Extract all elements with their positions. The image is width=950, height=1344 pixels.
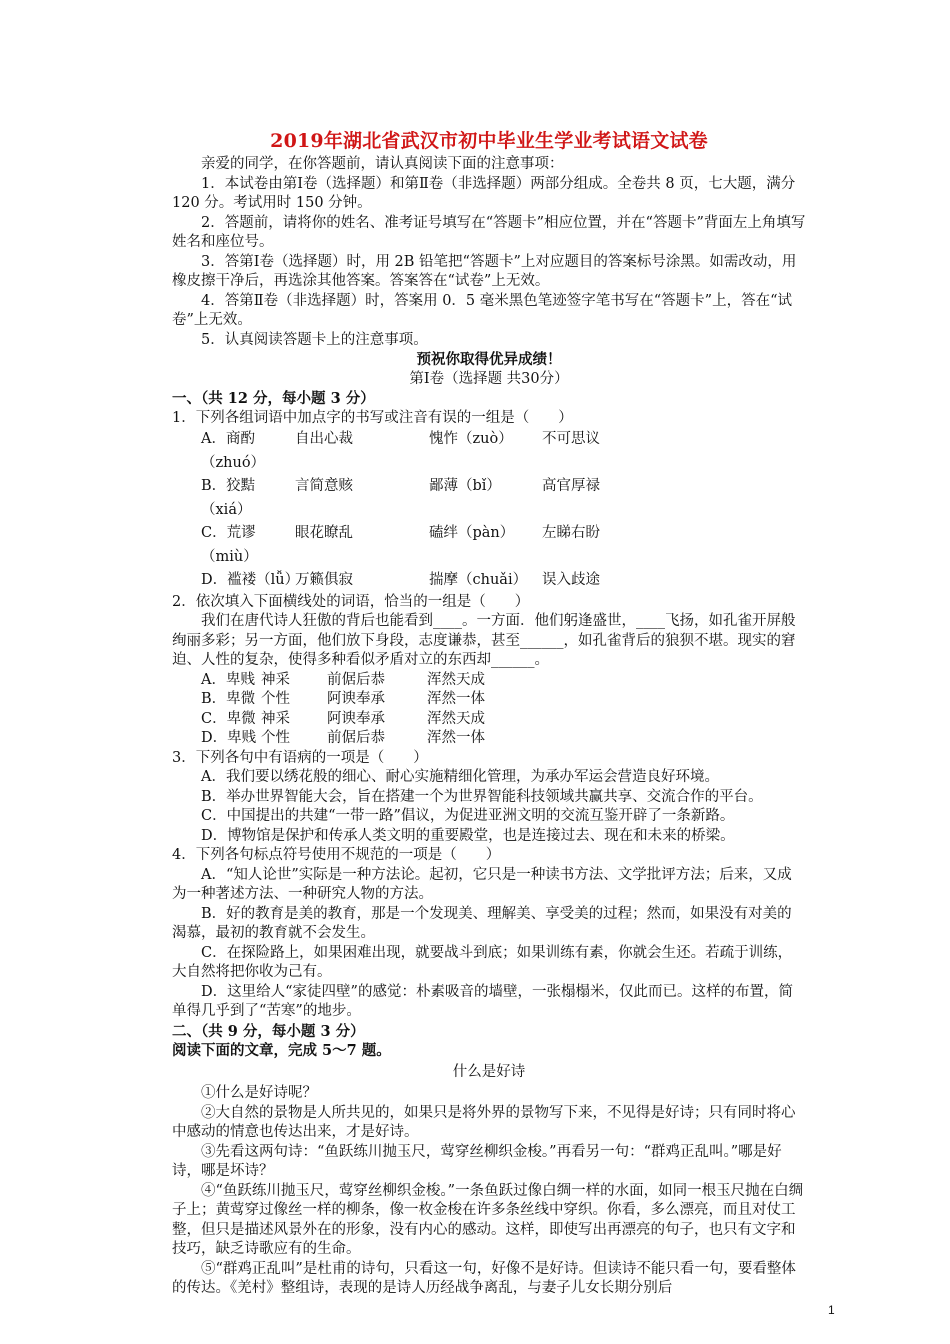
- q2-d3: 前倨后恭: [327, 730, 385, 746]
- notice-item-3: 3．答第Ⅰ卷（选择题）时，用 2B 铅笔把“答题卡”上对应题目的答案标号涂黑。如需改动，用橡皮擦干净后，再选涂其他答案。答案答在“试卷”上无效。: [172, 253, 797, 289]
- q2-c3: 阿谀奉承: [327, 710, 385, 727]
- q1-c2: 眼花瞭乱: [295, 525, 353, 541]
- q2-a2: 神采: [261, 671, 290, 688]
- volume-1-heading: 第Ⅰ卷（选择题 共30分）: [409, 370, 569, 387]
- notice-item-2: 2．答题前，请将你的姓名、准考证号填写在“答题卡”相应位置，并在“答题卡”背面左上角填写姓名和座位号。: [172, 214, 806, 250]
- q2-d2: 个性: [261, 730, 290, 746]
- reading-instruction: 阅读下面的文章，完成 5～7 题。: [172, 1042, 391, 1059]
- q1-b1: B．狡黠（xiá）: [201, 478, 256, 518]
- q2-passage-d: ，如孔雀背后的狼狈不堪。现实的窘迫、人性的复杂，使得多种看似矛盾对立的东西却: [172, 632, 796, 668]
- q2-b2: 个性: [261, 691, 290, 707]
- q1-d1: D．褴褛（lǚ）: [201, 572, 300, 588]
- q2-c1: C．卑微: [201, 710, 256, 727]
- q2-blank-2: ____: [636, 613, 665, 629]
- q3-option-a: A．我们要以绣花般的细心、耐心实施精细化管理，为承办军运会营造良好环境。: [201, 769, 719, 785]
- notice-item-1: 1．本试卷由第Ⅰ卷（选择题）和第Ⅱ卷（非选择题）两部分组成。全卷共 8 页，七大题，满分 120 分。考试用时 150 分钟。: [172, 175, 796, 211]
- q1-c1: C．荒谬（miù）: [201, 525, 258, 565]
- blessing: 预祝你取得优异成绩！: [416, 351, 562, 368]
- q2-d1: D．卑贱: [201, 730, 257, 746]
- q3-option-d: D．博物馆是保护和传承人类文明的重要殿堂，也是连接过去、现在和未来的桥梁。: [201, 827, 735, 844]
- article-paragraph-3: ③先看这两句诗：“鱼跃练川抛玉尺，莺穿丝柳织金梭。”再看另一句：“群鸡正乱叫。”哪是好诗，哪是坏诗？: [172, 1143, 782, 1179]
- article-paragraph-2: ②大自然的景物是人所共见的，如果只是将外界的景物写下来，不见得是好诗；只有同时将心中感动的情意也传达出来，才是好诗。: [172, 1104, 796, 1140]
- q4-option-c: C．在探险路上，如果困难出现，就要战斗到底；如果训练有素，你就会生还。若疏于训练，大自然将把你收为己有。: [172, 944, 793, 980]
- q2-blank-4: ______: [491, 652, 535, 668]
- q4-option-d: D．这里给人“家徒四壁”的感觉：朴素吸音的墙壁，一张榻榻米，仅此而已。这样的布置，简单得几乎到了“苦寒”的地步。: [172, 983, 793, 1019]
- q1-c3: 磕绊（pàn）: [429, 525, 515, 541]
- q1-d3: 揣摩（chuǎi）: [429, 572, 528, 588]
- article-paragraph-1: ①什么是好诗呢？: [201, 1085, 317, 1101]
- section-1-heading: 一、（共 12 分，每小题 3 分）: [172, 390, 375, 407]
- q2-options: [172, 671, 806, 749]
- article-title: 什么是好诗: [452, 1063, 526, 1080]
- q1-d2: 万籁俱寂: [295, 572, 353, 588]
- q1-stem: 1．下列各组词语中加点字的书写或注音有误的一组是（ ）: [172, 409, 573, 426]
- q2-blank-1: ____: [433, 613, 462, 629]
- q3-stem: 3．下列各句中有语病的一项是（ ）: [172, 749, 428, 766]
- page-number: 1: [828, 1303, 835, 1317]
- q1-options: [172, 428, 806, 593]
- exam-page: [172, 128, 806, 1299]
- q1-a2: 自出心裁: [295, 431, 353, 447]
- q1-a3: 愧怍（zuò）: [429, 431, 513, 447]
- section-2-heading: 二、（共 9 分，每小题 3 分）: [172, 1022, 365, 1040]
- q2-a4: 浑然天成: [427, 671, 485, 688]
- q4-stem: 4．下列各句标点符号使用不规范的一项是（ ）: [172, 847, 501, 863]
- q1-d4: 误入歧途: [542, 572, 600, 588]
- q1-a4: 不可思议: [542, 431, 600, 447]
- q2-d4: 浑然一体: [427, 730, 485, 746]
- q1-b3: 鄙薄（bǐ）: [429, 478, 501, 494]
- q2-b1: B．卑微: [201, 691, 256, 707]
- q4-option-a: A．“知人论世”实际是一种方法论。起初，它只是一种读书方法、文学批评方法；后来，又成为一种著述方法、一种研究人物的方法。: [172, 866, 792, 902]
- q2-passage-c: 飞扬，如孔雀开屏般绚丽多彩；另一方面，他们放下身段，志度谦恭，甚至: [172, 613, 796, 649]
- q2-c4: 浑然天成: [427, 710, 485, 727]
- article-paragraph-5: ⑤“群鸡正乱叫”是杜甫的诗句，只看这一句，好像不是好诗。但读诗不能只看一句，要看整体的传达。《羌村》整组诗，表现的是诗人历经战争离乱，与妻子儿女长期分别后: [172, 1260, 796, 1296]
- q3-option-c: C．中国提出的共建“一带一路”倡议，为促进亚洲文明的交流互鉴开辟了一条新路。: [201, 808, 735, 824]
- q2-a3: 前倨后恭: [327, 671, 385, 688]
- q2-passage-a: 我们在唐代诗人狂傲的背后也能看到: [201, 613, 433, 629]
- q2-passage: [172, 612, 806, 671]
- q2-passage-e: 。: [534, 652, 549, 668]
- q2-c2: 神采: [261, 710, 290, 727]
- q3-option-b: B．举办世界智能大会，旨在搭建一个为世界智能科技领域共赢共享、交流合作的平台。: [201, 788, 763, 805]
- q1-c4: 左睇右盼: [542, 525, 600, 541]
- article-paragraph-4: ④“鱼跃练川抛玉尺，莺穿丝柳织金梭。”一条鱼跃过像白绸一样的水面，如同一根玉尺抛在白绸子上；黄莺穿过像丝一样的柳条，像一枚金梭在许多条丝线中穿织。你看，多么漂亮，而且对仗工整，但只是描述风景外在的形象，没有内心的感动。这样，即使写出再漂亮的句子，也只有文字和技巧，缺乏诗歌应有的生命。: [172, 1182, 804, 1257]
- q2-stem: 2．依次填入下面横线处的词语，恰当的一组是（ ）: [172, 593, 530, 610]
- q1-a1: A．商酌（zhuó）: [201, 431, 266, 471]
- q2-b3: 阿谀奉承: [327, 691, 385, 707]
- q2-b4: 浑然一体: [427, 691, 485, 707]
- notice-item-4: 4．答第Ⅱ卷（非选择题）时，答案用 0．5 毫米黑色笔迹签字笔书写在“答题卡”上，答在“试卷”上无效。: [172, 292, 792, 328]
- q1-b2: 言简意赅: [295, 478, 353, 494]
- q2-passage-b: 。一方面．他们躬逢盛世，: [462, 613, 636, 629]
- notice-item-5: 5．认真阅读答题卡上的注意事项。: [201, 331, 428, 348]
- q2-a1: A．卑贱: [201, 671, 255, 688]
- q1-b4: 高官厚禄: [542, 478, 600, 494]
- q2-blank-3: ______: [520, 632, 564, 649]
- q4-option-b: B．好的教育是美的教育，那是一个发现美、理解美、享受美的过程；然而，如果没有对美的渴慕，最初的教育就不会发生。: [172, 905, 792, 941]
- notice-greeting: 亲爱的同学，在你答题前，请认真阅读下面的注意事项：: [201, 156, 564, 172]
- exam-title: 2019年湖北省武汉市初中毕业生学业考试语文试卷: [270, 130, 708, 152]
